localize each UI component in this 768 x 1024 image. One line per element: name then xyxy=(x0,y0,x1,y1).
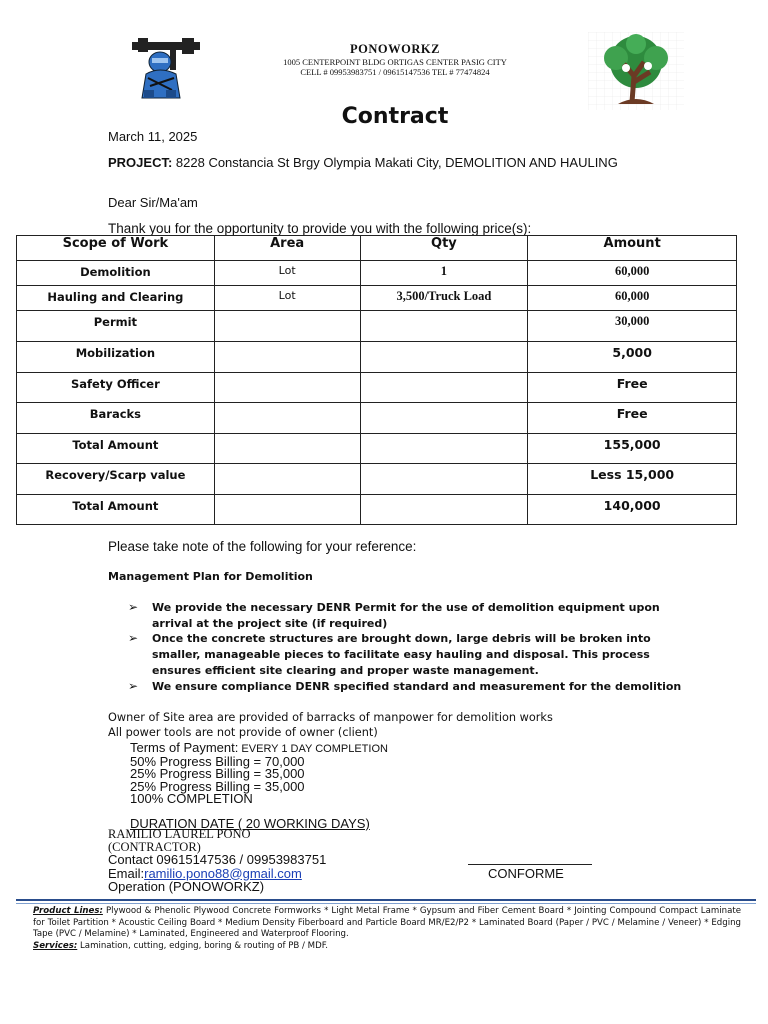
cell-amount: Less 15,000 xyxy=(528,464,737,495)
arrow-bullet-icon: ➢ xyxy=(128,631,139,646)
tools-note: All power tools are not provide of owner (client) xyxy=(108,726,378,739)
cell-area xyxy=(214,495,360,525)
arrow-bullet-icon: ➢ xyxy=(128,678,139,693)
footer-divider-thin xyxy=(16,903,756,904)
contractor-name: RAMILIO LAUREL PONO xyxy=(108,827,251,841)
footer-services xyxy=(33,941,741,953)
intro-text: Thank you for the opportunity to provide you with the following price(s): xyxy=(108,221,532,236)
header-amount: Amount xyxy=(528,236,737,261)
table-row xyxy=(17,311,737,342)
table-row xyxy=(17,286,737,311)
salutation: Dear Sir/Ma'am xyxy=(108,195,198,210)
cell-amount: Free xyxy=(528,403,737,434)
cell-amount: 30,000 xyxy=(528,311,737,342)
email-link[interactable]: ramilio.pono88@gmail.com xyxy=(144,865,302,881)
billing-line: 100% COMPLETION xyxy=(130,791,253,807)
page-title: Contract xyxy=(341,104,449,129)
cell-scope: Permit xyxy=(17,311,215,342)
cell-area xyxy=(214,342,360,373)
cell-scope: Recovery/Scarp value xyxy=(17,464,215,495)
cell-area xyxy=(214,403,360,434)
contact-block xyxy=(108,853,326,894)
contact-phone: Contact 09615147536 / 09953983751 xyxy=(108,852,327,867)
cell-area xyxy=(214,434,360,464)
cell-qty xyxy=(360,464,528,495)
cell-scope: Total Amount xyxy=(17,434,215,464)
cell-area: Lot xyxy=(214,286,360,311)
contract-date: March 11, 2025 xyxy=(108,129,198,144)
cell-scope: Mobilization xyxy=(17,342,215,373)
cell-qty xyxy=(360,495,528,525)
cell-area xyxy=(214,373,360,403)
contractor-block xyxy=(108,828,251,853)
conforme-label: CONFORME xyxy=(488,866,564,881)
arrow-bullet-icon: ➢ xyxy=(128,600,139,614)
signature-line xyxy=(468,864,592,865)
cell-amount: 5,000 xyxy=(528,342,737,373)
cell-scope: Total Amount xyxy=(17,495,215,525)
cell-scope: Demolition xyxy=(17,261,215,286)
terms-label: Terms of Payment: xyxy=(130,740,239,755)
cell-amount: 155,000 xyxy=(528,434,737,464)
cell-amount: Free xyxy=(528,373,737,403)
list-item: ➢ Once the concrete structures are brought down, large debris will be broken into smaller, manageable pieces to facilitate easy hauling and disposal. This process ensures efficient site clearing and proper waste management. xyxy=(128,631,651,677)
footer xyxy=(33,906,741,952)
header-qty: Qty xyxy=(360,236,528,261)
cell-scope: Baracks xyxy=(17,403,215,434)
services-label: Services: xyxy=(33,940,78,951)
cell-qty: 3,500/Truck Load xyxy=(360,286,528,311)
project-label: PROJECT: xyxy=(108,155,173,170)
owner-note: Owner of Site area are provided of barracks of manpower for demolition works xyxy=(108,711,553,724)
billing-line: 50% Progress Billing = 70,000 xyxy=(130,753,305,769)
payment-terms xyxy=(130,742,388,806)
cell-qty xyxy=(360,373,528,403)
footer-divider xyxy=(16,899,756,901)
products-label: Product Lines: xyxy=(33,906,103,916)
cell-qty xyxy=(360,342,528,373)
company-address: 1005 CENTERPOINT BLDG ORTIGAS CENTER PASIG CITY xyxy=(283,57,507,67)
reference-note: Please take note of the following for your reference: xyxy=(108,539,417,554)
table-row xyxy=(17,261,737,286)
cell-qty xyxy=(360,403,528,434)
cell-qty: 1 xyxy=(360,261,528,286)
contact-email: Email:ramilio.pono88@gmail.com xyxy=(108,865,302,881)
contact-operation: Operation (PONOWORKZ) xyxy=(108,879,265,894)
cell-amount: 140,000 xyxy=(528,495,737,525)
billing-line: 25% Progress Billing = 35,000 xyxy=(130,778,305,794)
company-phones: CELL # 09953983751 / 09615147536 TEL # 77474824 xyxy=(300,67,490,77)
cell-area xyxy=(214,311,360,342)
services-text: Lamination, cutting, edging, boring & routing of PB / MDF. xyxy=(77,940,328,951)
worker-logo-icon xyxy=(130,38,202,100)
table-row xyxy=(17,464,737,495)
list-item: ➢ We provide the necessary DENR Permit for the use of demolition equipment upon arrival at the project site (if required) xyxy=(128,600,660,630)
company-header xyxy=(200,42,590,77)
cell-qty xyxy=(360,434,528,464)
table-row xyxy=(17,403,737,434)
footer-products xyxy=(33,906,741,941)
list-item: ➢ We ensure compliance DENR specified standard and measurement for the demolition xyxy=(128,678,682,693)
table-row xyxy=(17,342,737,373)
cell-area xyxy=(214,464,360,495)
table-row xyxy=(17,434,737,464)
header-scope: Scope of Work xyxy=(17,236,215,261)
plan-bullets xyxy=(128,600,688,694)
products-text: Plywood & Phenolic Plywood Concrete Formworks * Light Metal Frame * Gypsum and Fiber Cement Board * Jointing Compound Compact Laminate for Toilet Partition * Acoustic Ceiling Board * Medium Density Fiberboard and Particle Board MR/E2/P2 * Laminated Board (Paper / PVC / Melamine / Veneer) * Edging Tape (PVC / Melamine) * Laminated, Engineered and Waterproof Flooring. xyxy=(33,906,741,939)
project-line xyxy=(108,156,668,170)
cell-scope: Safety Officer xyxy=(17,373,215,403)
cell-qty xyxy=(360,311,528,342)
cell-amount: 60,000 xyxy=(528,286,737,311)
duration-date: DURATION DATE ( 20 WORKING DAYS) xyxy=(130,816,370,831)
table-header-row xyxy=(17,236,737,261)
table-row xyxy=(17,373,737,403)
cell-area: Lot xyxy=(214,261,360,286)
project-text: 8228 Constancia St Brgy Olympia Makati City, DEMOLITION AND HAULING xyxy=(172,155,618,170)
header-area: Area xyxy=(214,236,360,261)
company-name: PONOWORKZ xyxy=(350,42,440,56)
cell-scope: Hauling and Clearing xyxy=(17,286,215,311)
tree-logo-icon xyxy=(588,32,684,110)
contractor-role: (CONTRACTOR) xyxy=(108,839,201,854)
billing-line: 25% Progress Billing = 35,000 xyxy=(130,766,305,782)
cell-amount: 60,000 xyxy=(528,261,737,286)
plan-title: Management Plan for Demolition xyxy=(108,570,313,583)
terms-value: EVERY 1 DAY COMPLETION xyxy=(238,743,388,755)
table-row xyxy=(17,495,737,525)
price-table xyxy=(16,235,737,525)
